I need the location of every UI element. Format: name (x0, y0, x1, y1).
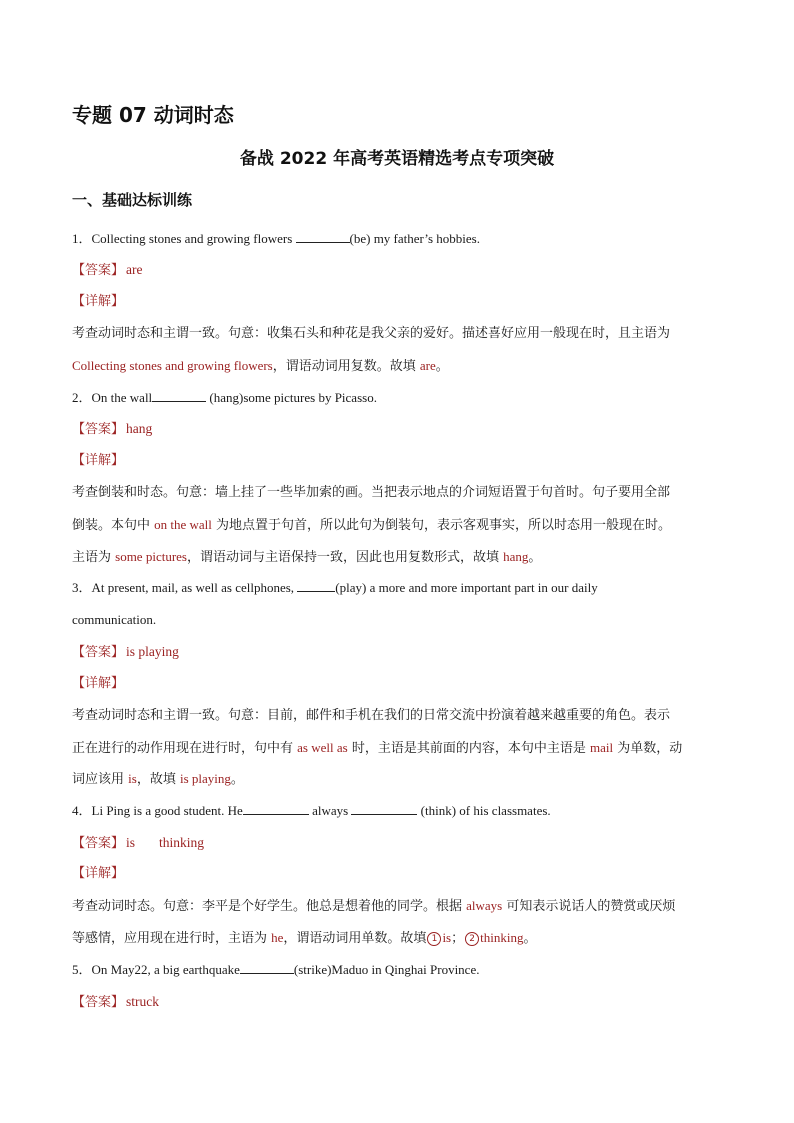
detail-tag-3 (72, 674, 124, 694)
explanation-text: 可知表示说话人的赞赏或厌烦 (502, 899, 676, 914)
answer-value: are (126, 262, 143, 277)
answer-line-1 (72, 260, 143, 281)
question-number: 2． (72, 390, 92, 405)
detail-tag: 【详解】 (72, 676, 125, 691)
explanation-4-line-2 (72, 928, 536, 949)
answer-value: struck (126, 994, 160, 1009)
question-3 (72, 578, 598, 598)
explanation-3-line-2 (72, 738, 682, 759)
question-number: 5． (72, 962, 92, 977)
explanation-text: 。 (230, 772, 244, 787)
page-subtitle: 备战 2022 年高考英语精选考点专项突破 (239, 149, 555, 169)
explanation-4-line-1 (72, 896, 675, 917)
question-text: always (308, 803, 352, 818)
explanation-highlight: on the wall (154, 517, 212, 532)
question-3-continued: communication. (72, 612, 157, 627)
explanation-text: 为地点置于句首，所以此句为倒装句，表示客观事实，所以时态用一般现在时。 (211, 518, 672, 533)
detail-tag: 【详解】 (72, 453, 125, 468)
question-text: (strike)Maduo in Qinghai Province. (293, 962, 480, 977)
explanation-text: ，故填 (136, 772, 180, 787)
question-number: 4． (72, 803, 92, 818)
question-text: (be) my father’s hobbies. (349, 231, 480, 246)
explanation-highlight: mail (589, 740, 614, 755)
explanation-answer: hang (503, 549, 529, 564)
answer-blank (296, 230, 350, 243)
explanation-highlight: as well as (297, 740, 348, 755)
explanation-text: 为单数，动 (613, 741, 683, 756)
answer-tag: 【答案】 (72, 645, 125, 660)
answer-line-5 (72, 992, 159, 1013)
page-title: 专题 07 动词时态 (72, 103, 234, 127)
explanation-text: ，谓语动词用单数。故填 (283, 931, 427, 946)
question-text: (hang)some pictures by Picasso. (206, 390, 377, 405)
explanation-3-line-3 (72, 769, 244, 790)
answer-line-3 (72, 642, 179, 663)
explanation-text: ； (451, 931, 465, 946)
detail-tag: 【详解】 (72, 866, 125, 881)
answer-value: is (126, 835, 136, 850)
question-text: (play) a more and more important part in our daily (335, 580, 598, 595)
circled-number-2: 2 (465, 932, 479, 946)
circled-number-1: 1 (427, 932, 441, 946)
explanation-text: 。 (435, 359, 449, 374)
detail-tag-1 (72, 292, 124, 312)
explanation-2-line-2 (72, 515, 671, 536)
explanation-text: 。 (528, 550, 542, 565)
explanation-1-line-1: 考查动词时态和主谓一致。句意：收集石头和种花是我父亲的爱好。描述喜好应用一般现在时，且主语为 (72, 326, 671, 341)
explanation-text: 倒装。本句中 (72, 518, 155, 533)
answer-tag: 【答案】 (72, 263, 125, 278)
explanation-answer: is (442, 930, 452, 945)
explanation-text: 主语为 (72, 550, 116, 565)
section-heading: 一、基础达标训练 (72, 191, 193, 209)
answer-tag: 【答案】 (72, 422, 125, 437)
explanation-text: 。 (523, 931, 537, 946)
explanation-answer: thinking (480, 930, 524, 945)
question-5 (72, 960, 479, 980)
question-text: (think) of his classmates. (417, 803, 551, 818)
answer-value: is playing (126, 644, 179, 659)
explanation-text: ，谓语动词用复数。故填 (272, 359, 420, 374)
answer-blank (243, 802, 309, 815)
answer-blank (240, 961, 294, 974)
answer-blank (351, 802, 417, 815)
explanation-highlight: is (128, 771, 137, 786)
explanation-highlight: Collecting stones and growing flowers (72, 358, 273, 373)
answer-blank (297, 579, 335, 592)
explanation-text: ，谓语动词与主语保持一致，因此也用复数形式，故填 (186, 550, 504, 565)
detail-tag-2 (72, 451, 124, 471)
question-text: Li Ping is a good student. He (91, 803, 243, 818)
question-number: 1． (72, 231, 92, 246)
question-1 (72, 229, 480, 249)
question-text: At present, mail, as well as cellphones, (91, 580, 298, 595)
explanation-answer: is playing (179, 771, 231, 786)
question-text: On May22, a big earthquake (91, 962, 240, 977)
question-2 (72, 388, 377, 408)
explanation-text: 正在进行的动作用现在进行时，句中有 (72, 741, 298, 756)
question-text: On the wall (91, 390, 153, 405)
explanation-highlight: he (271, 930, 284, 945)
answer-tag: 【答案】 (72, 836, 125, 851)
question-4 (72, 801, 551, 821)
explanation-text: 词应该用 (72, 772, 129, 787)
answer-tag: 【答案】 (72, 995, 125, 1010)
explanation-highlight: always (466, 898, 503, 913)
detail-tag-4 (72, 864, 124, 884)
explanation-text: 考查动词时态。句意：李平是个好学生。他总是想着他的同学。根据 (72, 899, 467, 914)
explanation-2-line-3 (72, 547, 541, 568)
explanation-text: 等感情，应用现在进行时，主语为 (72, 931, 272, 946)
answer-line-4 (72, 833, 204, 854)
answer-value: hang (126, 421, 153, 436)
detail-tag: 【详解】 (72, 294, 125, 309)
question-text: Collecting stones and growing flowers (91, 231, 296, 246)
answer-line-2 (72, 419, 152, 440)
explanation-highlight: some pictures (115, 549, 187, 564)
explanation-answer: are (419, 358, 436, 373)
explanation-text: 时，主语是其前面的内容，本句中主语是 (347, 741, 590, 756)
question-number: 3． (72, 580, 92, 595)
explanation-2-line-1: 考查倒装和时态。句意：墙上挂了一些毕加索的画。当把表示地点的介词短语置于句首时。句子要用全部 (72, 485, 671, 500)
answer-value: thinking (159, 835, 205, 850)
explanation-3-line-1: 考查动词时态和主谓一致。句意：目前，邮件和手机在我们的日常交流中扮演着越来越重要的角色。表示 (72, 708, 671, 723)
explanation-1-line-2 (72, 356, 449, 377)
answer-blank (152, 389, 206, 402)
